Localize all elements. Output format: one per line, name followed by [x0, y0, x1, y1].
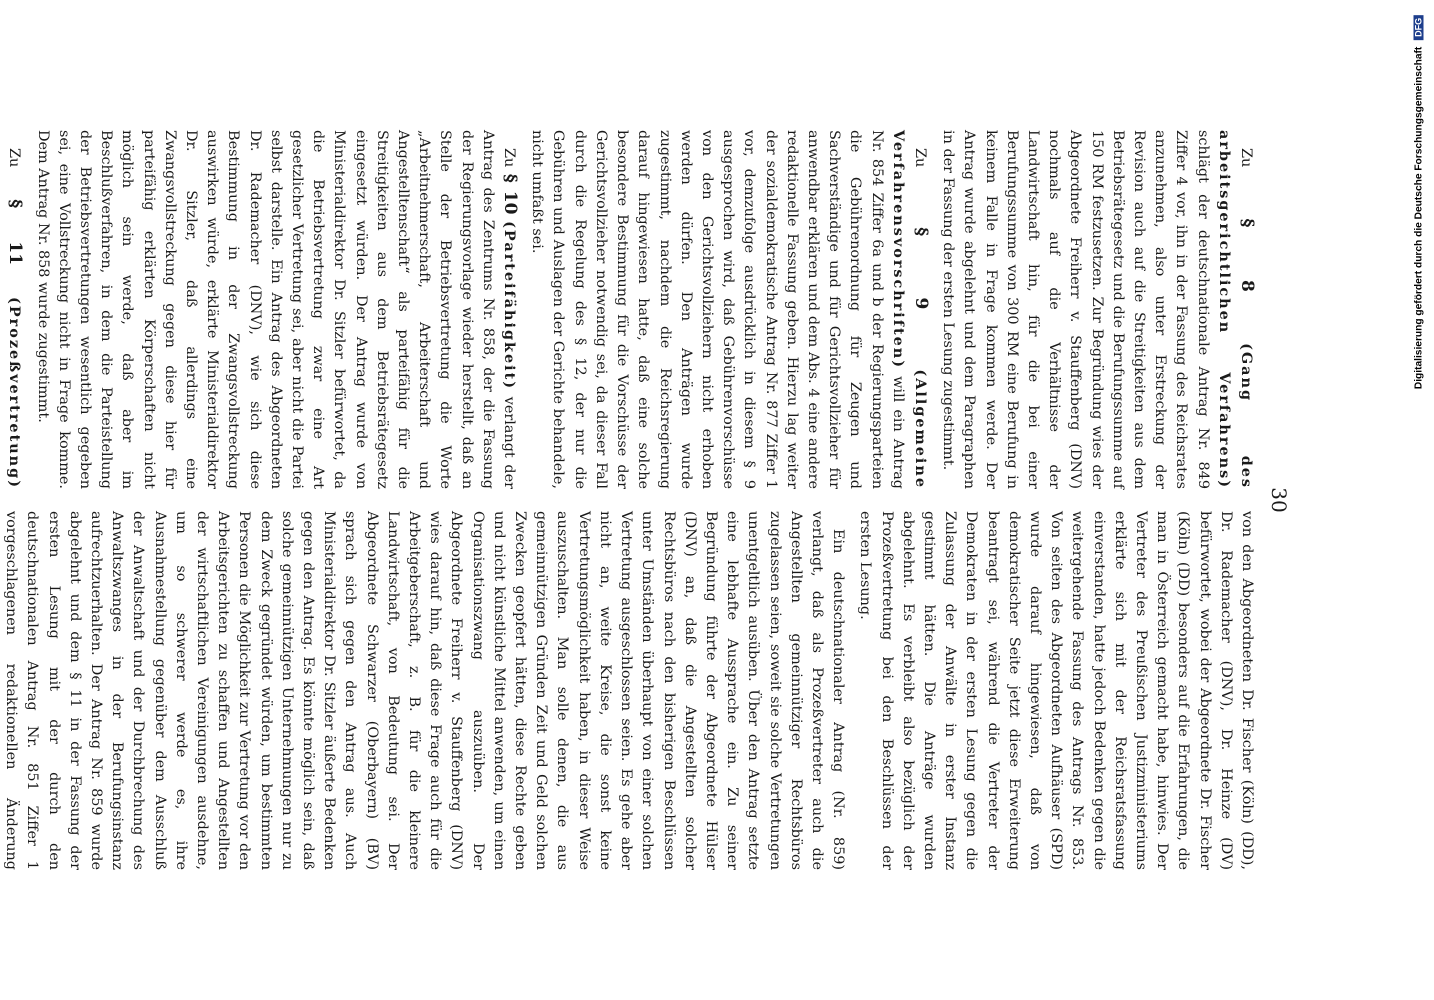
text-columns: [0, 130, 1257, 870]
paragraph-text: schlägt der deutschnationale Antrag Nr. 849 Ziffer 4 vor, ihn in der Fassung des Reichsrates anzunehmen, also unter Erstreckung der Revision auch auf die Streitigkeiten aus dem Betriebsrätegesetz und die Berufungssumme auf 150 RM festzusetzen. Zur Begründung wies der Abgeordnete Freiherr v. Stauffenberg (DNV) nochmals auf die Verhältnisse der Landwirtschaft hin, für die bei einer Berufungssumme von 300 RM eine Berufung in keinem Falle in Frage kommen werde. Der Antrag wurde abgelehnt und dem Paragraphen in der Fassung der ersten Lesung zugestimmt.: [940, 130, 1211, 489]
paragraph: [854, 511, 1257, 870]
section-ref: § 11: [5, 199, 26, 266]
paragraph: [0, 511, 848, 870]
dfg-logo: DFG: [1414, 15, 1424, 40]
paragraph-text: von den Abgeordneten Dr. Fischer (Köln) (DD), Dr. Rademacher (DNV), Dr. Heinze (DV) befürwortet, wobei der Abgeordnete Dr. Fischer (Köln) (DD) besonders auf die Erfahrungen, die man in Österreich gemacht habe, hinwies. Der Vertreter des Preußischen Justizministeriums erklärte sich mit der Reichsratsfassung einverstanden, hatte jedoch Bedenken gegen die weitergehende Fassung des Antrags Nr. 853. Von seiten des Abgeordneten Aufhäuser (SPD) wurde darauf hingewiesen, daß von demokratischer Seite jetzt diese Erweiterung beantragt sei, während die Vertreter der Demokraten in der ersten Lesung gegen die Zulassung der Anwälte in erster Instanz gestimmt hätten. Die Anträge wurden abgelehnt. Es verbleibt also bezüglich der Prozeßvertretung bei den Beschlüssen der ersten Lesung.: [857, 511, 1255, 870]
right-column: [0, 511, 1257, 870]
section-heading: (Parteifähigkeit): [501, 221, 519, 391]
digitization-note: [1406, 6, 1432, 398]
paragraph-text: will ein Antrag Nr. 854 Ziffer 6a und b der Regierungsparteien die Gebührenordnung für Zeugen und Sachverständige und für Gerichtsvollzieher für anwendbar erklären und dem Abs. 4 eine andere redaktionelle Fassung geben. Hierzu lag weiter der sozialdemokratische Antrag Nr. 877 Ziffer 1 vor, demzufolge ausdrücklich in diesem § 9 ausgesprochen wird, daß Gebührenvorschüsse von den Gerichtsvollziehern nicht erhoben werden dürfen. Den Anträgen wurde zugestimmt, nachdem die Reichsregierung darauf hingewiesen hatte, daß eine solche besondere Bestimmung für die Vorschüsse der Gerichtsvollzieher notwendig sei, da dieser Fall durch die Regelung des § 12, der nur die Gebühren und Auslagen der Gerichte behandele, nicht umfaßt sei.: [529, 130, 906, 489]
page-number: 30: [1267, 487, 1291, 513]
left-column: [0, 130, 1257, 489]
paragraph-text: verlangt der Antrag des Zentrums Nr. 858, der die Fassung der Regierungsvorlage wieder herstellt, daß an Stelle der Betriebsvertretung die Worte „Arbeitnehmerschaft, Arbeiterschaft und Angestelltenschaft“ als parteifähig für die Streitigkeiten aus dem Betriebsrätegesetz eingesetzt würden. Der Antrag wurde von Ministerialdirektor Dr. Sitzler befürwortet, da die Betriebsvertretung zwar eine Art gesetzlicher Vertretung sei, aber nicht die Partei selbst darstelle. Ein Antrag des Abgeordneten Dr. Rademacher (DNV), wie sich diese Bestimmung in der Zwangsvollstreckung auswirken würde, erklärte Ministerialdirektor Dr. Sitzler, daß allerdings eine Zwangsvollstreckung gegen diese hier für parteifähig erklärten Körperschaften nicht möglich sein werde, daß aber im Beschlußverfahren, in dem die Parteistellung der Betriebsvertretungen wesentlich gegeben sei, eine Vollstreckung nicht in Frage komme. Dem Antrag Nr. 858 wurde zugestimmt.: [34, 130, 518, 489]
section-ref: § 10: [500, 173, 521, 215]
paragraph: Zu § 8 (Gang des arbeitsgerichtlichen Verfahrens) schlägt der deutschnationale Antrag Nr. 849 Ziffer 4 vor, ihn in der Fassung des Reichsrates anzunehmen, also unter Erstreckung der Revision auch auf die Streitigkeiten aus dem Betriebsrätegesetz und die Berufungssumme auf 150 RM festzusetzen. Zur Begründung wies der Abgeordnete Freiherr v. Stauffenberg (DNV) nochmals auf die Verhältnisse der Landwirtschaft hin, für die bei einer Berufungssumme von 300 RM eine Berufung in keinem Falle in Frage kommen werde. Der Antrag wurde abgelehnt und dem Paragraphen in der Fassung der ersten Lesung zugestimmt.: [940, 130, 1257, 490]
paragraph-text: Ein deutschnationaler Antrag (Nr. 859) verlangt, daß als Prozeßvertreter auch die Angestellten gemeinnütziger Rechtsbüros zugelassen seien, soweit sie solche Vertretungen unentgeltlich ausüben. Über den Antrag setzte eine lebhafte Aussprache ein. Zu seiner Begründung führte der Abgeordnete Hülser (DNV) an, daß die Angestellten solcher Rechtsbüros nach den bisherigen Beschlüssen unter Umständen überhaupt von einer solchen Vertretung ausgeschlossen seien. Es gehe aber nicht an, weite Kreise, die sonst keine Vertretungsmöglichkeit haben, in dieser Weise auszuschalten. Man solle denen, die aus gemeinnützigen Gründen Zeit und Geld solchen Zwecken geopfert hätten, diese Rechte geben und nicht künstliche Mittel anwenden, um einen Organisationszwang auszuüben. Der Abgeordnete Freiherr v. Stauffenberg (DNV) wies darauf hin, daß diese Frage auch für die Arbeitgeberschaft, z. B. für die kleinere Landwirtschaft, von Bedeutung sei. Der Abgeordnete Schwarzer (Oberbayern) (BV) sprach sich gegen den Antrag aus. Auch Ministerialdirektor Dr. Sitzler äußerte Bedenken gegen den Antrag. Es könnte möglich sein, daß solche gemeinnützigen Unternehmungen nur zu dem Zweck gegründet würden, um bestimmten Personen die Möglichkeit zur Vertretung vor den Arbeitsgerichten zu schaffen und Angestellten der wirtschaftlichen Vereinigungen ausdehne, um so schwerer werde es, ihre Ausnahmestellung gegenüber dem Ausschluß der Anwaltschaft und der Durchbrechung des Anwaltszwanges in der Berufungsinstanz aufrechtzuerhalten. Der Antrag Nr. 859 wurde abgelehnt und dem § 11 in der Fassung der ersten Lesung mit der durch den deutschnationalen Antrag Nr. 851 Ziffer 1 vorgeschlagenen redaktionellen Änderung: [3, 511, 847, 870]
section-ref: § 9: [910, 227, 931, 310]
paragraph: Zu § 9 (Allgemeine Verfahrensvorschriften) will ein Antrag Nr. 854 Ziffer 6a und b der Regierungsparteien die Gebührenordnung für Zeugen und Sachverständige und für Gerichtsvollzieher für anwendbar erklären und dem Abs. 4 eine andere redaktionelle Fassung geben. Hierzu lag weiter der sozialdemokratische Antrag Nr. 877 Ziffer 1 vor, demzufolge ausdrücklich in diesem § 9 ausgesprochen wird, daß Gebührenvorschüsse von den Gerichtsvollziehern nicht erhoben werden dürfen. Den Anträgen wurde zugestimmt, nachdem die Reichsregierung darauf hingewiesen hatte, daß eine solche besondere Bestimmung für die Vorschüsse der Gerichtsvollzieher notwendig sei, da dieser Fall durch die Regelung des § 12, der nur die Gebühren und Auslagen der Gerichte behandele, nicht umfaßt sei.: [529, 130, 931, 490]
paragraph-text: [0, 130, 1, 489]
paragraph: Zu § 10 (Parteifähigkeit) verlangt der Antrag des Zentrums Nr. 858, der die Fassung der Regierungsvorlage wieder herstellt, daß an Stelle der Betriebsvertretung die Worte „Arbeitnehmerschaft, Arbeiterschaft und Angestelltenschaft“ als parteifähig für die Streitigkeiten aus dem Betriebsrätegesetz eingesetzt würden. Der Antrag wurde von Ministerialdirektor Dr. Sitzler befürwortet, da die Betriebsvertretung zwar eine Art gesetzlicher Vertretung sei, aber nicht die Partei selbst darstelle. Ein Antrag des Abgeordneten Dr. Rademacher (DNV), wie sich diese Bestimmung in der Zwangsvollstreckung auswirken würde, erklärte Ministerialdirektor Dr. Sitzler, daß allerdings eine Zwangsvollstreckung gegen diese hier für parteifähig erklärten Körperschaften nicht möglich sein werde, daß aber im Beschlußverfahren, in dem die Parteistellung der Betriebsvertretungen wesentlich gegeben sei, eine Vollstreckung nicht in Frage komme. Dem Antrag Nr. 858 wurde zugestimmt.: [34, 130, 521, 489]
section-heading: (Gang des arbeitsgerichtlichen Verfahrens): [1215, 130, 1255, 490]
section-ref: § 8: [1237, 218, 1257, 292]
rotated-page: [3, 100, 1317, 900]
digitization-note-text: Digitalisierung gefördert durch die Deutsche Forschungsgemeinschaft: [1413, 46, 1425, 390]
section-heading: (Prozeßvertretung): [6, 297, 24, 490]
section-heading: (Allgemeine Verfahrensvorschriften): [889, 130, 929, 490]
paragraph: Zu § 11 (Prozeßvertretung): [0, 130, 25, 489]
